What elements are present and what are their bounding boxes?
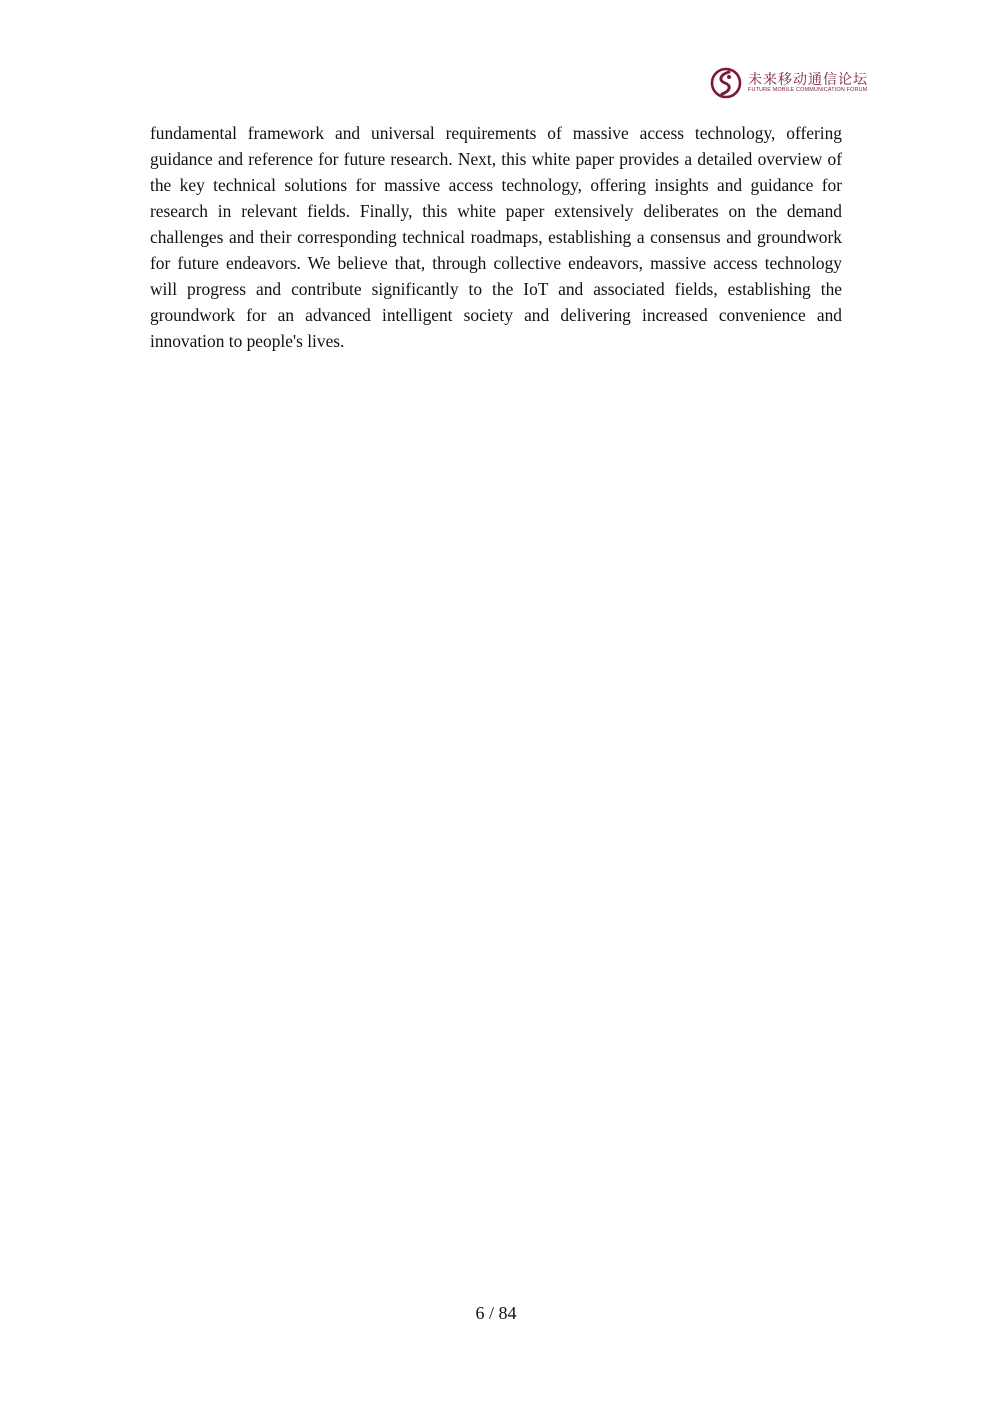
swirl-logo-icon <box>710 67 742 99</box>
logo-chinese-text: 未来移动通信论坛 <box>748 72 868 88</box>
header-logo <box>710 66 880 102</box>
logo-english-text: FUTURE MOBILE COMMUNICATION FORUM <box>748 87 868 93</box>
page-number: 6 / 84 <box>475 1303 517 1323</box>
body-paragraph: fundamental framework and universal requirements of massive access technology, offering guidance and reference for future research. Next, this white paper provides a detailed overview of the key technical solutions for massive access technology, offering insights and guidance for research in relevant fields. Finally, this white paper extensively deliberates on the demand challenges and their corresponding technical roadmaps, establishing a consensus and groundwork for future endeavors. We believe that, through collective endeavors, massive access technology will progress and contribute significantly to the IoT and associated fields, establishing the groundwork for an advanced intelligent society and delivering increased convenience and innovation to people's lives. <box>150 123 842 351</box>
